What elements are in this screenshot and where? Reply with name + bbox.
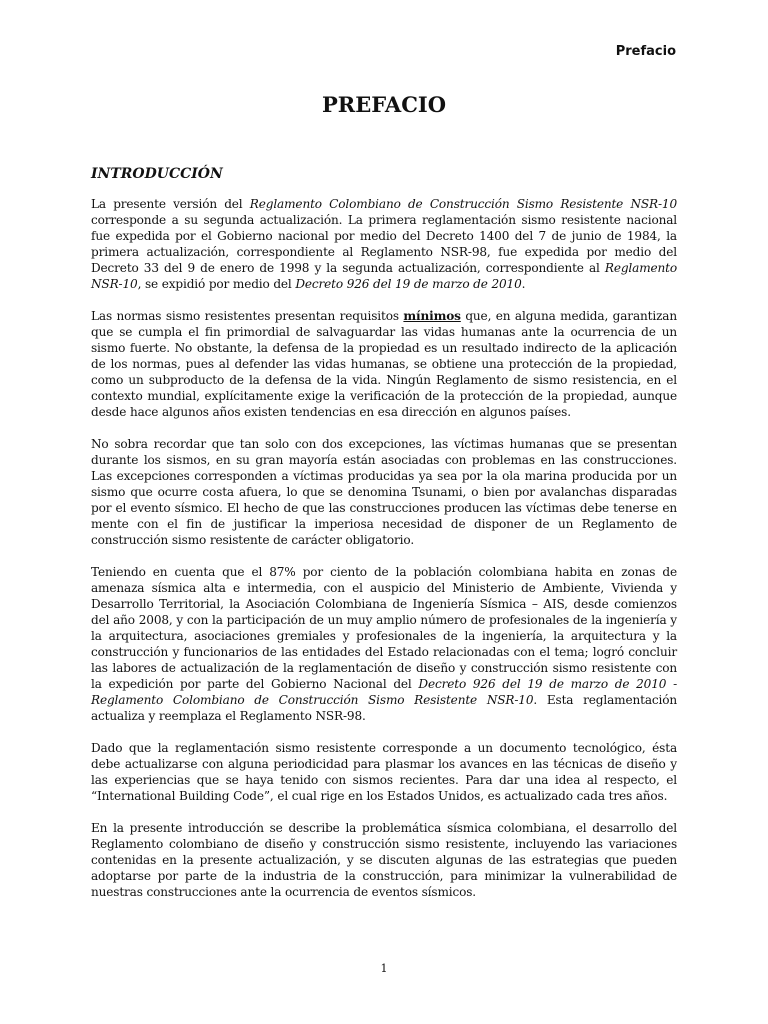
page-number: 1 <box>380 962 388 975</box>
paragraph-3: No sobra recordar que tan solo con dos excepciones, las víctimas humanas que se presentan durante los sismos, en su gran mayoría están asociadas con problemas en las construcciones. Las excepciones corresponden a víctimas producidas ya sea por la ola marina producida por un sismo que ocurre costa afuera, lo que se denomina Tsunami, o bien por avalanchas disparadas por el evento sísmico. El hecho de que las construcciones producen las víctimas debe tenerse en mente con el fin de justificar la imperiosa necesidad de disponer de un Reglamento de construcción sismo resistente de carácter obligatorio. <box>91 437 677 547</box>
p4-italic-decreto: Decreto 926 del 19 de marzo de 2010 - Reglamento Colombiano de Construcción Sismo Resistente NSR-10 <box>91 677 677 707</box>
p2-emphasis-minimos: mínimos <box>403 309 461 323</box>
p1-text-c: corresponde a su segunda actualización. La primera reglamentación sismo resistente nacional fue expedida por el Gobierno nacional por medio del Decreto 1400 del 7 de junio de 1984, la primera actualización, correspondiente al Reglamento NSR-98, fue expedida por medio del Decreto 33 del 9 de enero de 1998 y la segunda actualización, correspondiente al <box>91 213 677 275</box>
page-title: PREFACIO <box>321 92 447 117</box>
paragraph-2 <box>91 308 677 420</box>
body-text <box>91 196 677 916</box>
section-heading: INTRODUCCIÓN <box>91 166 223 182</box>
p2-text-a: Las normas sismo resistentes presentan requisitos <box>91 309 404 323</box>
running-header: Prefacio <box>615 44 676 59</box>
paragraph-5: Dado que la reglamentación sismo resistente corresponde a un documento tecnológico, ésta debe actualizarse con alguna periodicidad para plasmar los avances en las técnicas de diseño y las experiencias que se haya tenido con sismos recientes. Para dar una idea al respecto, el “International Building Code”, el cual rige en los Estados Unidos, es actualizado cada tres años. <box>91 741 677 803</box>
p1-italic-nsr10-title: Reglamento Colombiano de Construcción Sismo Resistente NSR-10 <box>249 197 677 211</box>
p4-text-a: Teniendo en cuenta que el 87% por ciento de la población colombiana habita en zonas de amenaza sísmica alta e intermedia, con el auspicio del Ministerio de Ambiente, Vivienda y Desarrollo Territorial, la Asociación Colombiana de Ingeniería Sísmica – AIS, desde comienzos del año 2008, y con la participación de un muy amplio número de profesionales de la ingeniería y la arquitectura, asociaciones gremiales y profesionales de la ingeniería, la arquitectura y la construcción y funcionarios de las entidades del Estado relacionadas con el tema; logró concluir las labores de actualización de la reglamentación de diseño y construcción sismo resistente con la expedición por parte del Gobierno Nacional del <box>91 565 677 691</box>
paragraph-4 <box>91 564 677 724</box>
p1-text-a: La presente versión del <box>91 197 250 211</box>
p2-text-c: que, en alguna medida, garantizan que se cumpla el fin primordial de salvaguardar las vidas humanas ante la ocurrencia de un sismo fuerte. No obstante, la defensa de la propiedad es un resultado indirecto de la aplicación de los normas, pues al defender las vidas humanas, se obtiene una protección de la propiedad, como un subproducto de la defensa de la vida. Ningún Reglamento de sismo resistencia, en el contexto mundial, explícitamente exige la verificación de la protección de la propiedad, aunque desde hace algunos años existen tendencias en esa dirección en algunos países. <box>91 309 677 419</box>
p4-text-c: . Esta reglamentación actualiza y reemplaza el Reglamento NSR-98. <box>91 693 677 723</box>
p1-text-e: , se expidió por medio del <box>137 277 296 291</box>
p1-italic-nsr10: Reglamento NSR-10 <box>91 261 677 291</box>
paragraph-6: En la presente introducción se describe la problemática sísmica colombiana, el desarrollo del Reglamento colombiano de diseño y construcción sismo resistente, incluyendo las variaciones contenidas en la presente actualización, y se discuten algunas de las estrategias que pueden adoptarse por parte de la industria de la construcción, para minimizar la vulnerabilidad de nuestras construcciones ante la ocurrencia de eventos sísmicos. <box>91 821 677 899</box>
p1-text-g: . <box>521 277 526 291</box>
p1-italic-decreto: Decreto 926 del 19 de marzo de 2010 <box>295 277 522 291</box>
paragraph-1 <box>91 196 677 292</box>
